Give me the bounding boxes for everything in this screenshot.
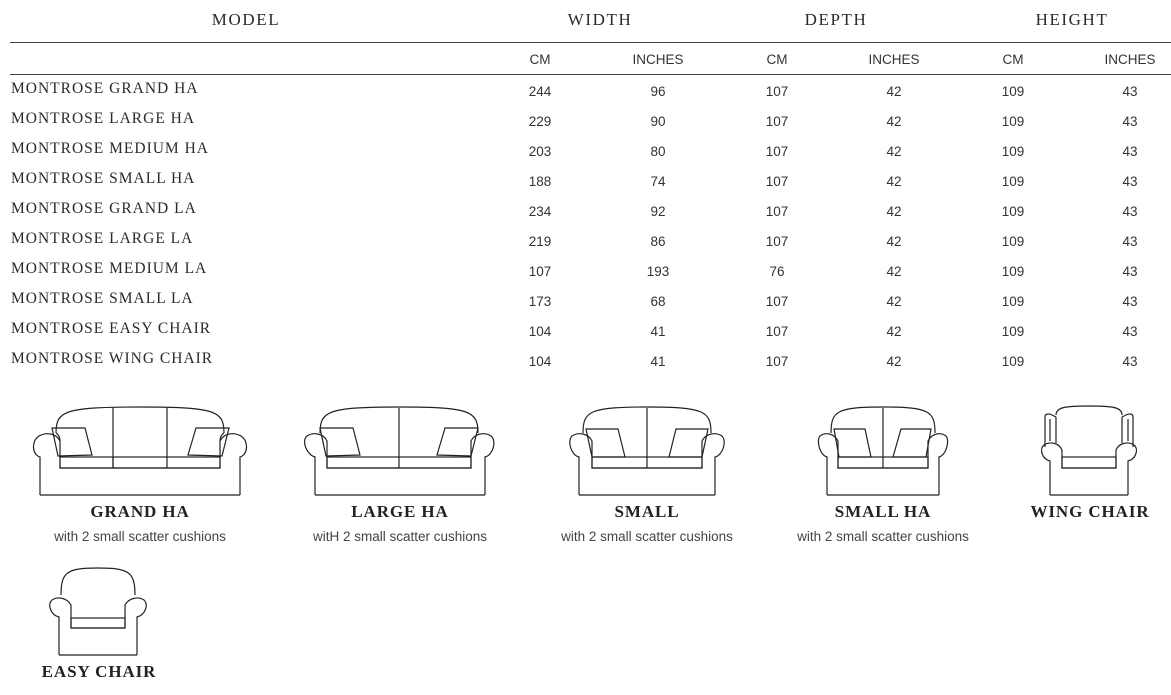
model-name: MONTROSE WING CHAIR <box>11 350 214 367</box>
model-name: MONTROSE GRAND LA <box>11 200 197 217</box>
product-title: LARGE HA <box>351 502 449 521</box>
product-title: SMALL HA <box>834 502 932 521</box>
product-grand-ha <box>30 405 250 545</box>
cell-width-cm: 203 <box>528 144 552 159</box>
table-row <box>0 350 1171 384</box>
easy-chair-icon <box>45 567 155 662</box>
cell-depth-cm: 76 <box>769 264 785 279</box>
product-title: GRAND HA <box>90 502 190 521</box>
cell-depth-cm: 107 <box>765 114 789 129</box>
cell-height-in: 43 <box>1122 174 1138 189</box>
cell-height-in: 43 <box>1122 84 1138 99</box>
header-model: MODEL <box>211 10 281 29</box>
cell-width-cm: 104 <box>528 354 552 369</box>
cell-width-cm: 244 <box>528 84 552 99</box>
cell-height-cm: 109 <box>1001 204 1025 219</box>
unit-depth-inches: INCHES <box>868 52 920 67</box>
product-small-ha <box>797 405 969 545</box>
cell-height-cm: 109 <box>1001 144 1025 159</box>
cell-width-cm: 234 <box>528 204 552 219</box>
cell-height-in: 43 <box>1122 204 1138 219</box>
product-title: EASY CHAIR <box>41 662 157 681</box>
cell-width-in: 96 <box>650 84 666 99</box>
cell-width-cm: 219 <box>528 234 552 249</box>
cell-height-cm: 109 <box>1001 324 1025 339</box>
cell-height-cm: 109 <box>1001 354 1025 369</box>
cell-width-cm: 229 <box>528 114 552 129</box>
header-width: WIDTH <box>567 10 633 29</box>
cell-width-cm: 173 <box>528 294 552 309</box>
cell-depth-in: 42 <box>886 204 902 219</box>
model-name: MONTROSE MEDIUM LA <box>11 260 208 277</box>
unit-width-inches: INCHES <box>632 52 684 67</box>
product-wing-chair <box>1030 405 1150 525</box>
cell-height-in: 43 <box>1122 324 1138 339</box>
unit-depth-cm: CM <box>766 52 788 67</box>
cell-height-cm: 109 <box>1001 174 1025 189</box>
model-name: MONTROSE LARGE HA <box>11 110 196 127</box>
cell-depth-in: 42 <box>886 114 902 129</box>
cell-height-in: 43 <box>1122 264 1138 279</box>
product-subtitle: with 2 small scatter cushions <box>54 529 226 544</box>
model-name: MONTROSE MEDIUM HA <box>11 140 209 157</box>
three-seat-sofa-icon <box>30 405 250 500</box>
cell-width-cm: 188 <box>528 174 552 189</box>
cell-height-in: 43 <box>1122 114 1138 129</box>
cell-height-in: 43 <box>1122 294 1138 309</box>
cell-depth-in: 42 <box>886 144 902 159</box>
cell-width-in: 86 <box>650 234 666 249</box>
cell-depth-cm: 107 <box>765 324 789 339</box>
model-name: MONTROSE LARGE LA <box>11 230 194 247</box>
unit-width-cm: CM <box>529 52 551 67</box>
model-name: MONTROSE SMALL HA <box>11 170 196 187</box>
cell-depth-cm: 107 <box>765 144 789 159</box>
cell-width-cm: 104 <box>528 324 552 339</box>
cell-height-cm: 109 <box>1001 84 1025 99</box>
header-depth: DEPTH <box>804 10 868 29</box>
small-sofa-icon <box>566 405 728 500</box>
two-seat-sofa-icon <box>300 405 500 500</box>
product-title: SMALL <box>614 502 680 521</box>
model-name: MONTROSE EASY CHAIR <box>11 320 212 337</box>
header-divider <box>10 42 1171 43</box>
product-small <box>561 405 733 545</box>
cell-width-in: 92 <box>650 204 666 219</box>
cell-depth-in: 42 <box>886 84 902 99</box>
unit-height-cm: CM <box>1002 52 1024 67</box>
cell-depth-cm: 107 <box>765 174 789 189</box>
product-subtitle: with 2 small scatter cushions <box>797 529 969 544</box>
cell-depth-in: 42 <box>886 264 902 279</box>
wing-chair-icon <box>1036 405 1146 500</box>
product-subtitle: witH 2 small scatter cushions <box>312 529 488 544</box>
cell-depth-in: 42 <box>886 354 902 369</box>
unit-height-inches: INCHES <box>1104 52 1156 67</box>
cell-depth-cm: 107 <box>765 204 789 219</box>
header-height: HEIGHT <box>1035 10 1109 29</box>
cell-height-in: 43 <box>1122 144 1138 159</box>
units-divider <box>10 74 1171 75</box>
cell-depth-cm: 107 <box>765 234 789 249</box>
model-name: MONTROSE GRAND HA <box>11 80 199 97</box>
cell-height-in: 43 <box>1122 234 1138 249</box>
cell-width-in: 41 <box>650 354 666 369</box>
product-large-ha <box>300 405 500 545</box>
product-subtitle: with 2 small scatter cushions <box>561 529 733 544</box>
cell-width-in: 68 <box>650 294 666 309</box>
cell-height-cm: 109 <box>1001 114 1025 129</box>
cell-depth-cm: 107 <box>765 84 789 99</box>
cell-height-in: 43 <box>1122 354 1138 369</box>
cell-width-in: 74 <box>650 174 666 189</box>
model-name: MONTROSE SMALL LA <box>11 290 194 307</box>
cell-width-in: 80 <box>650 144 666 159</box>
cell-width-in: 193 <box>646 264 670 279</box>
cell-height-cm: 109 <box>1001 294 1025 309</box>
cell-depth-in: 42 <box>886 294 902 309</box>
product-title: WING CHAIR <box>1030 502 1150 521</box>
cell-depth-in: 42 <box>886 174 902 189</box>
cell-width-in: 90 <box>650 114 666 129</box>
cell-depth-cm: 107 <box>765 294 789 309</box>
small-sofa-icon <box>815 405 951 500</box>
cell-depth-in: 42 <box>886 324 902 339</box>
cell-depth-cm: 107 <box>765 354 789 369</box>
cell-depth-in: 42 <box>886 234 902 249</box>
product-easy-chair <box>41 567 157 687</box>
cell-width-cm: 107 <box>528 264 552 279</box>
cell-height-cm: 109 <box>1001 234 1025 249</box>
cell-height-cm: 109 <box>1001 264 1025 279</box>
cell-width-in: 41 <box>650 324 666 339</box>
